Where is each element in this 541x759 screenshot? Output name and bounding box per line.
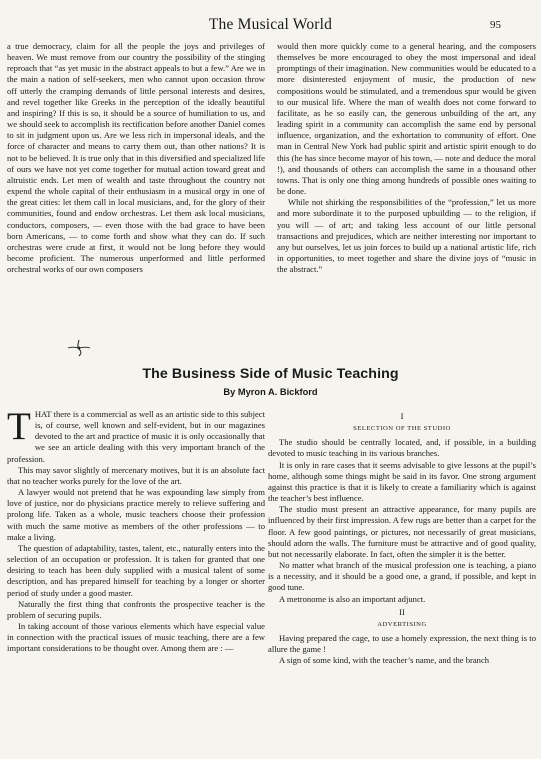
top-right-column <box>277 41 536 275</box>
opening-text: HAT there is a commercial as well as an artistic side to this subject is, of course, well known and self-evident, but in our magazines devoted to the art and practice of music it is only occasionally that we see an article dealing with this very important branch of the profession. <box>7 409 265 464</box>
section-number: II <box>399 606 405 617</box>
opening-paragraph <box>7 405 265 465</box>
paragraph: A lawyer would not pretend that he was expounding law simply from love of justice, nor do physicians practice merely to relieve suffering and prolong life. Taken as a whole, music teachers choose their profession with much the same motive as members of the other professions — to make a living. <box>7 487 265 542</box>
paragraph: Having prepared the cage, to use a homely expression, the next thing is to allure the game ! <box>268 632 536 655</box>
running-title: The Musical World <box>208 16 333 33</box>
top-left-column <box>7 41 265 275</box>
paragraph: No matter what branch of the musical profession one is teaching, a piano is a necessity, and it should be a good one, a grand, if possible, and kept in good tune. <box>268 560 536 593</box>
section-number: I <box>400 411 404 421</box>
bottom-left-column <box>7 405 265 654</box>
paragraph: The question of adaptability, tastes, talent, etc., naturally enters into the selection of an occupation or profession. It is taken for granted that one desiring to teach has been duly supplied with a musical talent of some description, and has prepared himself for teaching by a longer or shorter period of study under a good master. <box>7 542 265 598</box>
paragraph: Naturally the first thing that confronts the prospective teacher is the problem of securing pupils. <box>7 598 265 620</box>
paragraph: It is only in rare cases that it seems advisable to give lessons at the pupil’s home, although some things might be said in its favor. One strong argument against this practice is that it is likely to create a familiarity which is against the teacher’s best influence. <box>268 459 536 504</box>
section-heading: ADVERTISING <box>377 620 427 628</box>
article-title: The Business Side of Music Teaching <box>142 366 399 382</box>
paragraph: While not shirking the responsibilities of the “profession,” let us more and more subordinate it to the purposed upbuilding — to the religion, if you will — of art; and taking less account of our little personal transactions and prejudices, which are neither interesting nor important to any but ourselves, let us join forces to build up a national artistic life, rich in opportunities, to meet together and share the divine joys of “music in the abstract.” <box>277 197 536 275</box>
section-heading: SELECTION OF THE STUDIO <box>353 425 451 433</box>
drop-cap: T <box>7 405 31 448</box>
paragraph: would then more quickly come to a general hearing, and the composers themselves be more encouraged to obey the most impersonal and ideal promptings of their imagination. New communities would be educated to a more disinterested enjoyment of music, the production of new compositions would be stimulated, and a tremendous spur would be given to our musical life. Where the man of wealth does not come forward to facilitate, as he so easily can, the generous unbuilding of the art, any leading spirit in a community can accomplish the same end by personal influence, organization, and the exhortation to community of effort. One man in Central New York had public spirit and artistic spirit enough to do this (he has since become mayor of his town, — note and deduce the moral !), and thousands of others can accomplish the same in a thousand other towns. That is only one thing among hundreds of possible ones waiting to be done. <box>277 41 536 197</box>
paragraph: a true democracy, claim for all the people the joys and privileges of heaven. We must remove from our country the possibility of the stinging reproach that “as yet music in the abstract appeals to but a few.” Are we in the main a nation of self-seekers, men who cannot upon occasion throw off utterly the cramping demands of little personal interests and desires, and revel together like Greeks in the perception of the ideally beautiful and inspiring? If this is so, it should be a source of humiliation to us, and we should seek to accomplish its rectification before another Daniel comes to sit in judgment upon us. Are we less rich in impersonal ideals, and the force of character and means to carry them out, than other nations? It is not to be believed. It is true only that in this diversified and specialized life of ours we have not yet come together for mutual action toward great and altruistic ends. Let men of wealth and taste throughout the country not expend the whole capital of their enthusiasm in a musical orgy in one of the great cities: let them call in local musicians, and, for the glory of their communities, found and endow orchestras. Let them ask local musicians, conductors, composers, — even those with the bad grace to have been born Americans, — to come forth and show what they can do. If such orchestras were crude at first, it would not be long before they would become proficient. The numerous unperformed and little performed orchestral works of our own composers <box>7 41 265 275</box>
bottom-right-column <box>268 409 536 666</box>
paragraph: The studio must present an attractive appearance, for many pupils are influenced by their first impression. A few rugs are better than a carpet for the floor. A few good paintings, or pictures, not necessarily of great musicians, should adorn the walls. The furniture must be attractive and of good quality, but not necessarily elaborate. In fact, often the simpler it is the better. <box>268 504 536 559</box>
byline: By Myron A. Bickford <box>223 387 318 397</box>
page-number: 95 <box>490 19 501 31</box>
paragraph: A metronome is also an important adjunct. <box>279 593 426 604</box>
paragraph: A sign of some kind, with the teacher’s name, and the branch <box>279 655 490 666</box>
paragraph: This may savor slightly of mercenary motives, but it is an absolute fact that no teacher works purely for the love of the art. <box>7 464 265 486</box>
ornament-icon <box>66 339 92 357</box>
page-header <box>0 16 541 38</box>
paragraph: In taking account of those various elements which have especial value in connection with the practical issues of music teaching, there are a few important considerations to be thought over. Among them are : — <box>7 620 265 654</box>
paragraph: The studio should be centrally located, and, if possible, in a building devoted to music teaching in its various branches. <box>268 437 536 459</box>
